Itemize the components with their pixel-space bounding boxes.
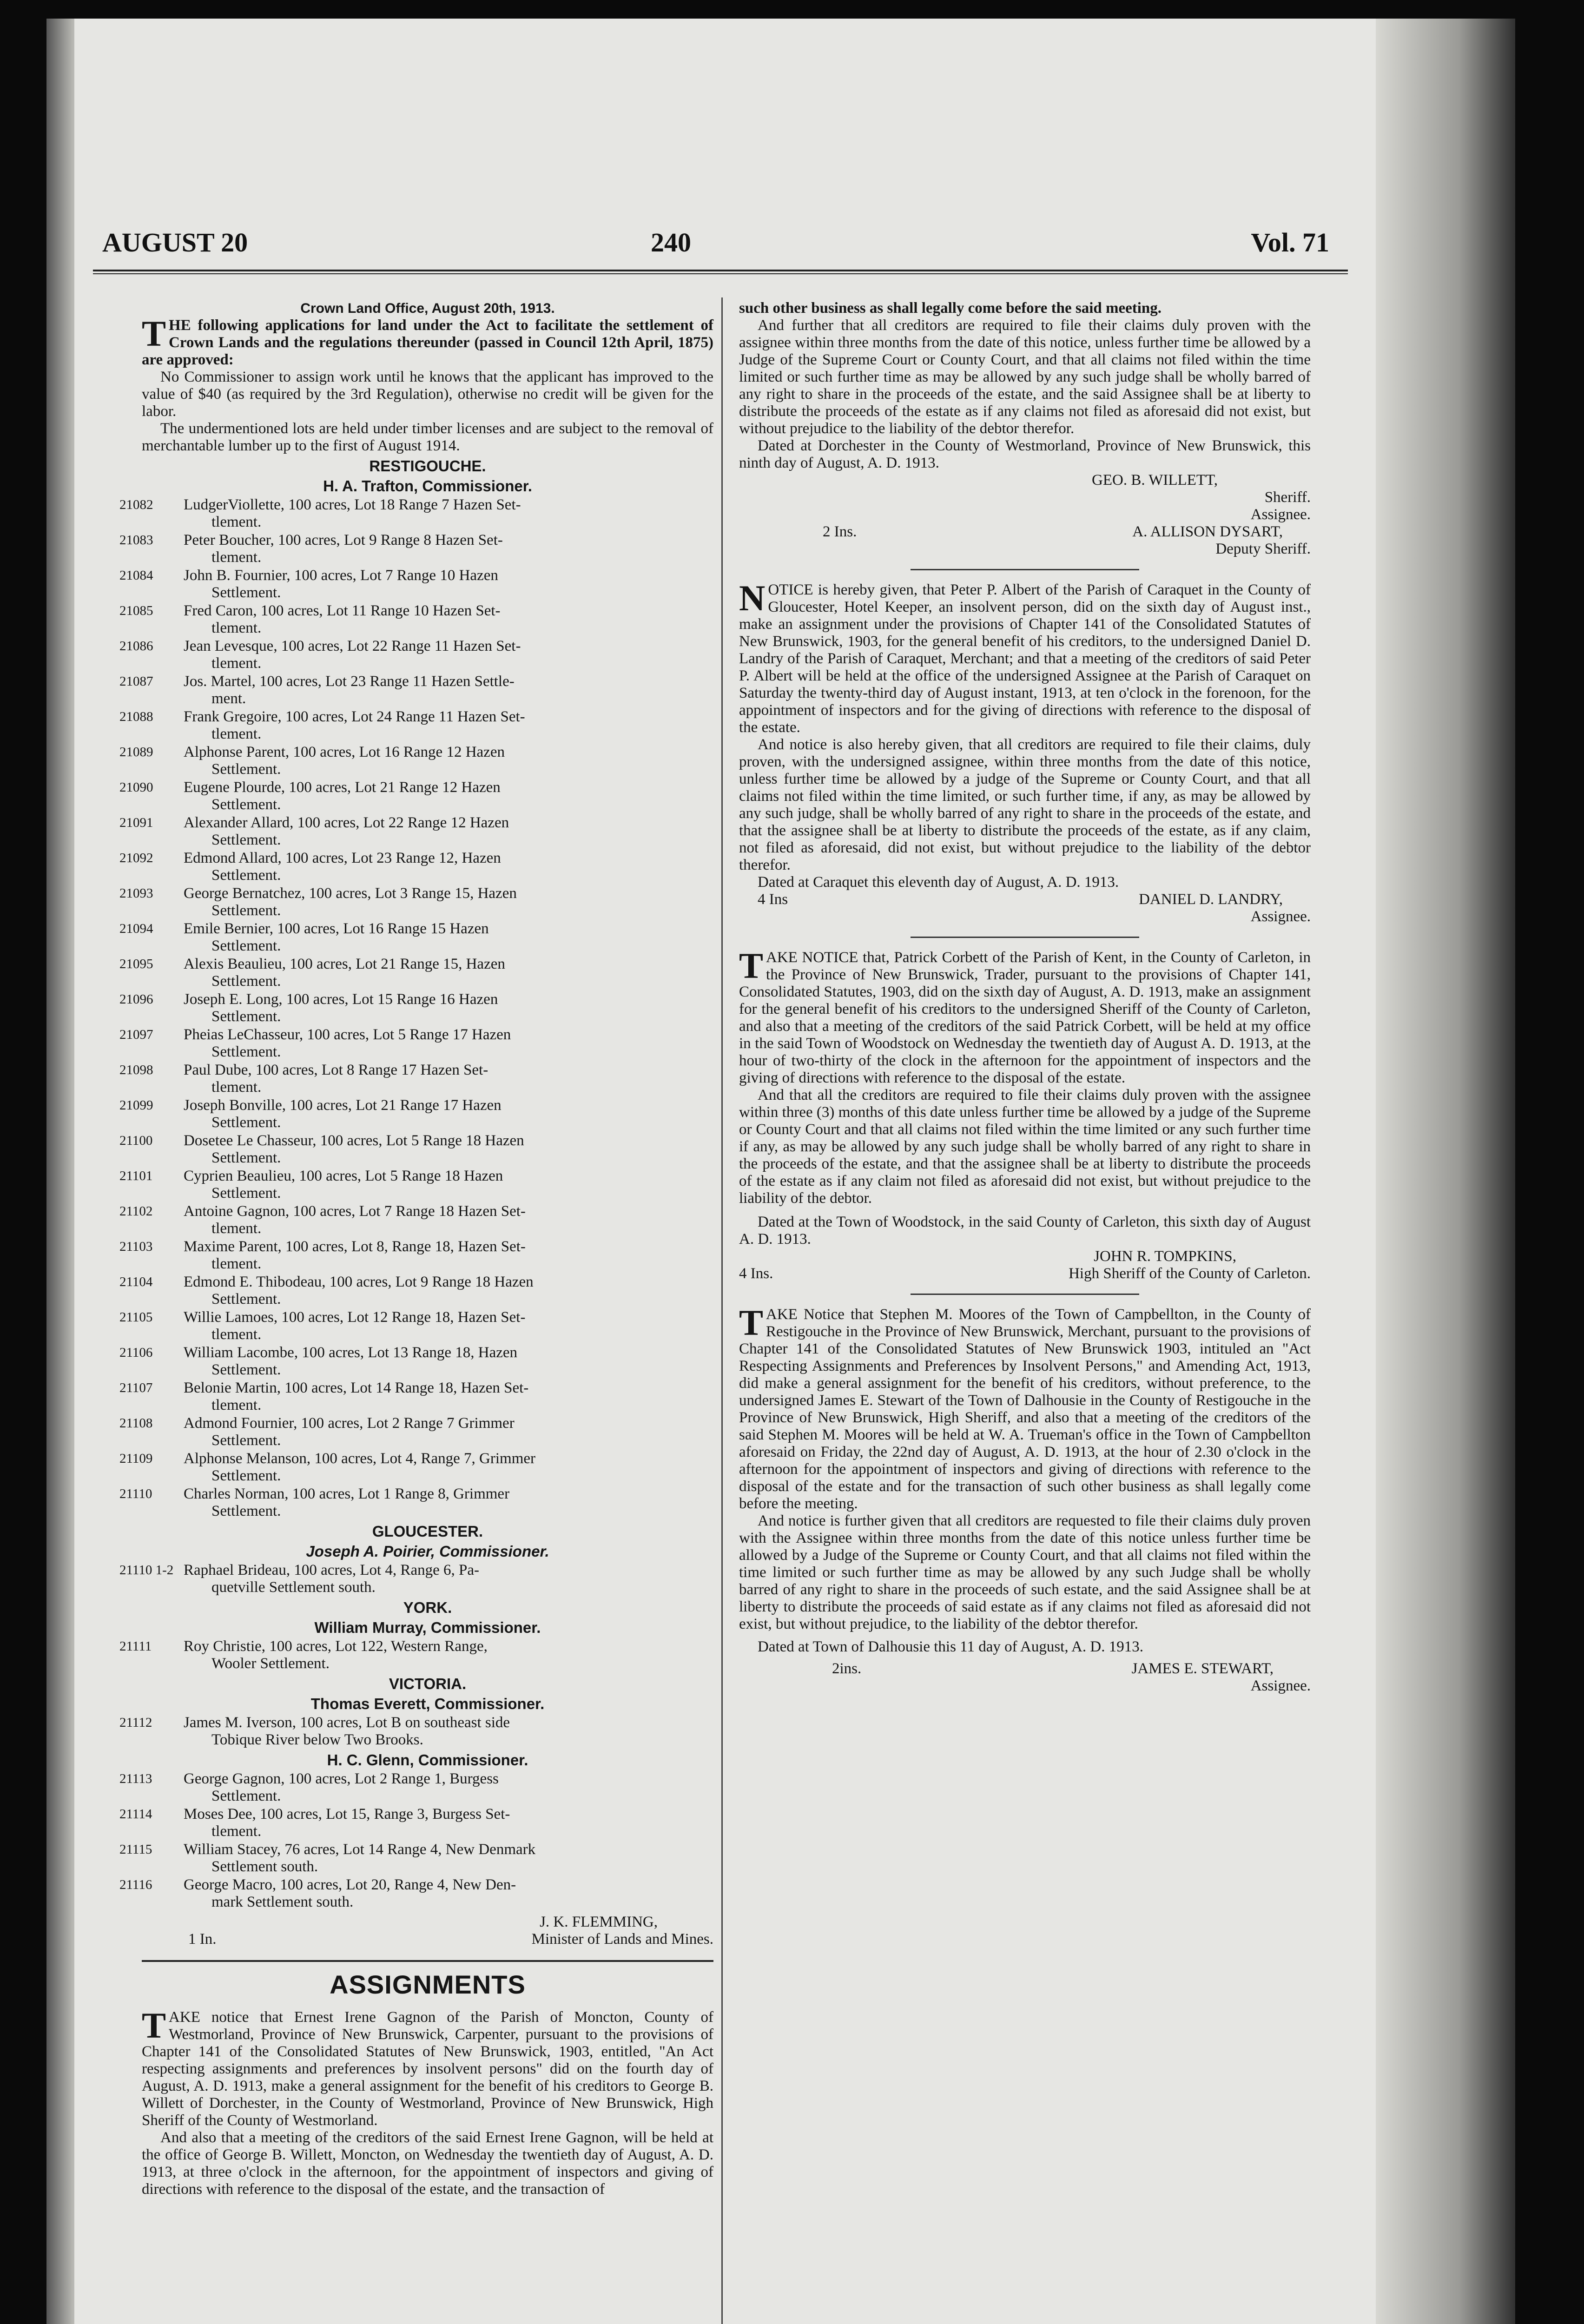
lot-number: 21108 [119, 1416, 153, 1431]
lot-entry [119, 956, 713, 990]
notice-corbett: TAKE NOTICE that, Patrick Corbett of the Parish of Kent, in the County of Carleton, in the Province of New Brunswick, Trader, pursuant to the provisions of Chapter 141, Consolidated Statutes, 1903, did on the sixth day of August, A. D. 1913, make an assignment for the general benefit of his creditors to the undersigned Sheriff of the County of Carleton, and also that a meeting of the creditors of the said Patrick Corbett, will be held at my office in the said Town of Woodstock on Wednesday the twentieth day of August A. D. 1913, at the hour of two-thirty of the clock in the afternoon for the appointment of inspectors and the giving of directions with reference to the disposal of the estate. [739, 945, 1311, 1086]
lot-description: Raphael Brideau, 100 acres, Lot 4, Range 6, Pa- [184, 1562, 479, 1578]
section-rule [142, 1960, 713, 1962]
commissioner-trafton: H. A. Trafton, Commissioner. [323, 477, 532, 495]
lot-description-continued: tlement. [211, 514, 262, 530]
lot-entry [119, 1486, 713, 1520]
lot-description: William Stacey, 76 acres, Lot 14 Range 4, New Denmark [184, 1841, 536, 1858]
assignment-gagnon-para2: And also that a meeting of the creditors of the said Ernest Irene Gagnon, will be held at the office of George B. Willett, Moncton, on Wednesday the twentieth day of August, A. D. 1913, at three o'clock in the afternoon, for the appointment of inspectors and giving of directions with reference to the disposal of the estate, and the transaction of [142, 2129, 713, 2198]
lot-description: LudgerViollette, 100 acres, Lot 18 Range 7 Hazen Set- [184, 496, 521, 513]
lot-description: James M. Iverson, 100 acres, Lot B on southeast side [184, 1714, 510, 1731]
page-gutter-shadow [46, 19, 74, 2324]
lot-description: John B. Fournier, 100 acres, Lot 7 Range 10 Hazen [184, 567, 498, 584]
county-gloucester: GLOUCESTER. [372, 1523, 483, 1540]
tompkins-title: High Sheriff of the County of Carleton. [1069, 1265, 1311, 1282]
notice-moores: TAKE Notice that Stephen M. Moores of the Town of Campbellton, in the County of Restigouche in the Province of New Brunswick, Merchant, pursuant to the provisions of Chapter 141 of the Consolidated Statutes of New Brunswick 1903, intituled an "Act Respecting Assignments and Preferences by Insolvent Persons," and Amending Act, 1913, did make a general assignment for the benefit of his creditors, without preference, to the undersigned James E. Stewart of the Town of Dalhousie in the County of Restigouche in the Province of New Brunswick, High Sheriff, and also that a meeting of the creditors of the said Stephen M. Moores will be held at W. A. Trueman's office in the Town of Campbellton aforesaid on Friday, the 22nd day of August, A. D. 1913, at the hour of 2.30 o'clock in the afternoon for the appointment of inspectors and giving of directions with reference to the disposal of the estate and for the transaction of such other business as shall legally come before the meeting. [739, 1302, 1311, 1512]
lot-number: 21098 [119, 1063, 153, 1077]
albert-insertions: 4 Ins [758, 891, 788, 908]
lot-description: George Gagnon, 100 acres, Lot 2 Range 1, Burgess [184, 1770, 499, 1787]
lot-number: 21085 [119, 603, 153, 618]
lot-number: 21096 [119, 992, 153, 1007]
lot-description-continued: tlement. [211, 549, 262, 566]
commissioner-glenn: H. C. Glenn, Commissioner. [327, 1751, 528, 1769]
lot-number: 21107 [119, 1380, 153, 1395]
lot-description-continued: Settlement. [211, 1008, 281, 1025]
landry-name: DANIEL D. LANDRY, [1139, 891, 1283, 908]
lot-entry [119, 1806, 713, 1840]
lot-description: Peter Boucher, 100 acres, Lot 9 Range 8 Hazen Set- [184, 532, 503, 548]
county-restigouche: RESTIGOUCHE. [369, 457, 486, 475]
lot-number: 21110 1-2 [119, 1563, 174, 1578]
lot-entry [119, 1097, 713, 1131]
lot-entry [119, 1450, 713, 1485]
lot-description: Maxime Parent, 100 acres, Lot 8, Range 18, Hazen Set- [184, 1238, 526, 1255]
lot-description-continued: tlement. [211, 1823, 262, 1840]
lot-entry [119, 1344, 713, 1379]
lot-description-continued: Settlement. [211, 832, 281, 848]
notice-separator [911, 569, 1139, 570]
moores-dropcap: T [739, 1302, 764, 1343]
lot-description-continued: tlement. [211, 1397, 262, 1413]
lot-list-york [119, 1638, 713, 1672]
corbett-dropcap: T [739, 945, 764, 986]
crown-insertions: 1 In. [188, 1931, 217, 1948]
lot-description: Cyprien Beaulieu, 100 acres, Lot 5 Range 18 Hazen [184, 1168, 503, 1184]
lot-entry [119, 920, 713, 955]
lot-number: 21082 [119, 497, 153, 512]
lot-entry [119, 1132, 713, 1167]
lot-description: Admond Fournier, 100 acres, Lot 2 Range 7 Grimmer [184, 1415, 515, 1432]
lot-description: Joseph Bonville, 100 acres, Lot 21 Range 17 Hazen [184, 1097, 502, 1114]
willett-name: GEO. B. WILLETT, [1092, 472, 1218, 489]
lot-entry [119, 779, 713, 813]
lot-description-continued: Settlement. [211, 1503, 281, 1519]
lot-description: Alexis Beaulieu, 100 acres, Lot 21 Range 15, Hazen [184, 956, 505, 972]
lot-description-continued: Settlement. [211, 1149, 281, 1166]
lot-description-continued: Settlement. [211, 938, 281, 954]
lot-entry [119, 1238, 713, 1273]
lot-description-continued: Settlement. [211, 796, 281, 813]
lot-description: Emile Bernier, 100 acres, Lot 16 Range 15 Hazen [184, 920, 489, 937]
willett-title-sheriff: Sheriff. [1264, 489, 1311, 506]
lot-description-continued: quetville Settlement south. [211, 1579, 376, 1596]
landry-title: Assignee. [1250, 908, 1311, 925]
lot-description: Dosetee Le Chasseur, 100 acres, Lot 5 Range 18 Hazen [184, 1132, 524, 1149]
lot-number: 21111 [119, 1639, 152, 1654]
lot-description-continued: tlement. [211, 1079, 262, 1096]
lot-number: 21083 [119, 533, 153, 548]
lot-description-continued: Settlement. [211, 1291, 281, 1307]
lot-entry [119, 1168, 713, 1202]
lot-description-continued: Settlement. [211, 867, 281, 884]
assignments-heading: ASSIGNMENTS [330, 1970, 526, 1999]
crown-intro: THE following applications for land under the Act to facilitate the settlement of Crown Lands and the regulations thereunder (passed in Council 12th April, 1875) are approved: [142, 313, 713, 368]
lot-description: Belonie Martin, 100 acres, Lot 14 Range 18, Hazen Set- [184, 1380, 529, 1396]
lot-list-glenn [119, 1770, 713, 1911]
lot-number: 21092 [119, 851, 153, 865]
lot-description-continued: Settlement. [211, 1361, 281, 1378]
lot-description: Alexander Allard, 100 acres, Lot 22 Range 12 Hazen [184, 814, 509, 831]
signer-name: J. K. FLEMMING, [540, 1914, 658, 1930]
lot-description-continued: tlement. [211, 655, 262, 672]
stewart-name: JAMES E. STEWART, [1131, 1660, 1274, 1677]
lot-list-victoria [119, 1714, 713, 1749]
moores-dated: Dated at Town of Dalhousie this 11 day of August, A. D. 1913. [758, 1638, 1143, 1655]
lot-entry [119, 1770, 713, 1805]
newspaper-page [46, 19, 1515, 2324]
lot-number: 21100 [119, 1133, 153, 1148]
lot-entry [119, 1062, 713, 1096]
lot-description: Roy Christie, 100 acres, Lot 122, Western Range, [184, 1638, 488, 1655]
lot-number: 21106 [119, 1345, 153, 1360]
lot-entry [119, 1638, 713, 1672]
lot-number: 21101 [119, 1169, 153, 1183]
assignment-gagnon: TAKE notice that Ernest Irene Gagnon of the Parish of Moncton, County of Westmorland, Province of New Brunswick, Carpenter, pursuant to the provisions of Chapter 141 of the Consolidated Statutes of New Brunswick, 1903, entitled, "An Act respecting assignments and preferences by insolvent persons" did on the fourth day of August, A. D. 1913, make a general assignment for the benefit of his creditors to George B. Willett of Dorchester, in the County of Westmorland, Province of New Brunswick, High Sheriff of the County of Westmorland. [142, 2005, 713, 2129]
lot-number: 21114 [119, 1807, 152, 1822]
lot-description-continued: ment. [211, 690, 246, 707]
crown-dropcap: T [142, 313, 166, 354]
lot-description: George Bernatchez, 100 acres, Lot 3 Range 15, Hazen [184, 885, 517, 902]
lot-entry [119, 1714, 713, 1749]
lot-description-continued: Settlement. [211, 1788, 281, 1804]
lot-number: 21089 [119, 745, 153, 759]
lot-description-continued: Settlement. [211, 1467, 281, 1484]
lot-number: 21099 [119, 1098, 153, 1113]
lot-number: 21104 [119, 1274, 153, 1289]
lot-description: Joseph E. Long, 100 acres, Lot 15 Range 16 Hazen [184, 991, 498, 1008]
lot-description-continued: Settlement south. [211, 1858, 318, 1875]
lot-description: Willie Lamoes, 100 acres, Lot 12 Range 18, Hazen Set- [184, 1309, 526, 1326]
commissioner-everett: Thomas Everett, Commissioner. [310, 1695, 545, 1712]
lot-description: Jean Levesque, 100 acres, Lot 22 Range 11 Hazen Set- [184, 638, 521, 654]
lot-entry [119, 1415, 713, 1449]
lot-number: 21103 [119, 1239, 153, 1254]
lot-description-continued: tlement. [211, 1220, 262, 1237]
dysart-name: A. ALLISON DYSART, [1132, 523, 1283, 540]
gagnon-continuation: such other business as shall legally come before the said meeting. [739, 300, 1162, 317]
lot-number: 21109 [119, 1451, 153, 1466]
lot-description: Frank Gregoire, 100 acres, Lot 24 Range 11 Hazen Set- [184, 708, 525, 725]
lot-description: Antoine Gagnon, 100 acres, Lot 7 Range 18 Hazen Set- [184, 1203, 526, 1220]
moores-para2: And notice is further given that all creditors are requested to file their claims duly proven with the Assignee within three months from the date of this notice unless further time be allowed by a Judge of the Supreme or County Court, and that all claims not filed within the time limited or such further time as may be allowed by any such Judge shall be wholly barred of any right to share in the proceeds of such estate, and the said Assignee shall be at liberty to distribute the proceeds of said estate as if any claims not filed as aforesaid did not exist, but without prejudice, to the liability of the debtor therefor. [739, 1512, 1311, 1632]
lot-description-continued: Tobique River below Two Brooks. [211, 1731, 423, 1748]
lot-list-gloucester [119, 1562, 713, 1596]
willett-title-assignee: Assignee. [1250, 506, 1311, 523]
lot-entry [119, 744, 713, 778]
corbett-insertions: 4 Ins. [739, 1265, 773, 1282]
right-column [739, 300, 1311, 1695]
lot-entry [119, 602, 713, 637]
notice-separator [911, 1294, 1139, 1295]
lot-description: Alphonse Parent, 100 acres, Lot 16 Range 12 Hazen [184, 744, 505, 760]
lot-number: 21090 [119, 780, 153, 795]
lot-number: 21088 [119, 709, 153, 724]
page-header [102, 227, 1329, 273]
lot-description: Fred Caron, 100 acres, Lot 11 Range 10 Hazen Set- [184, 602, 501, 619]
lot-description: Charles Norman, 100 acres, Lot 1 Range 8, Grimmer [184, 1486, 510, 1502]
column-divider [721, 297, 723, 2324]
lot-description: Pheias LeChasseur, 100 acres, Lot 5 Range 17 Hazen [184, 1026, 511, 1043]
lot-entry [119, 1203, 713, 1237]
lot-number: 21094 [119, 921, 153, 936]
lot-number: 21087 [119, 674, 153, 689]
lot-description-continued: mark Settlement south. [211, 1894, 354, 1910]
lot-entry [119, 1026, 713, 1061]
county-victoria: VICTORIA. [389, 1675, 467, 1692]
gagnon-dropcap: T [142, 2005, 166, 2046]
lot-description: Moses Dee, 100 acres, Lot 15, Range 3, Burgess Set- [184, 1806, 510, 1822]
stewart-title: Assignee. [1250, 1677, 1311, 1694]
commissioner-murray: William Murray, Commissioner. [314, 1619, 541, 1636]
lot-description-continued: Settlement. [211, 902, 281, 919]
lot-number: 21084 [119, 568, 153, 583]
lot-description: Alphonse Melanson, 100 acres, Lot 4, Range 7, Grimmer [184, 1450, 536, 1467]
gagnon-insertions: 2 Ins. [823, 523, 857, 540]
lot-entry [119, 814, 713, 849]
header-rule [93, 270, 1348, 271]
lot-description-continued: Settlement. [211, 973, 281, 990]
commissioner-poirier: Joseph A. Poirier, Commissioner. [306, 1543, 549, 1560]
lot-number: 21086 [119, 639, 153, 654]
lot-description: Paul Dube, 100 acres, Lot 8 Range 17 Hazen Set- [184, 1062, 488, 1078]
lot-description: Eugene Plourde, 100 acres, Lot 21 Range 12 Hazen [184, 779, 501, 796]
crown-dateline: Crown Land Office, August 20th, 1913. [300, 301, 555, 316]
albert-dated: Dated at Caraquet this eleventh day of August, A. D. 1913. [758, 874, 1119, 891]
corbett-dated: Dated at the Town of Woodstock, in the said County of Carleton, this sixth day of August A. D. 1913. [739, 1214, 1311, 1248]
lot-entry [119, 567, 713, 601]
lot-entry [119, 885, 713, 919]
lot-number: 21097 [119, 1027, 153, 1042]
signer-title: Minister of Lands and Mines. [531, 1931, 713, 1948]
notice-separator [911, 937, 1139, 938]
lot-description: Jos. Martel, 100 acres, Lot 23 Range 11 Hazen Settle- [184, 673, 515, 690]
lot-description: William Lacombe, 100 acres, Lot 13 Range 18, Hazen [184, 1344, 518, 1361]
county-york: YORK. [403, 1599, 452, 1616]
lot-description-continued: Settlement. [211, 1432, 281, 1449]
lot-description: George Macro, 100 acres, Lot 20, Range 4, New Den- [184, 1876, 516, 1893]
lot-number: 21095 [119, 957, 153, 971]
volume-number: Vol. 71 [1251, 227, 1329, 257]
lot-entry [119, 991, 713, 1025]
lot-entry [119, 638, 713, 672]
moores-insertions: 2ins. [832, 1660, 862, 1677]
lot-entry [119, 1562, 713, 1596]
crown-para2: No Commissioner to assign work until he knows that the applicant has improved to the value of $40 (as required by the 3rd Regulation), otherwise no credit will be given for the labor. [142, 369, 713, 420]
lot-number: 21093 [119, 886, 153, 901]
lot-description-continued: tlement. [211, 1326, 262, 1343]
lot-description-continued: Settlement. [211, 1185, 281, 1202]
lot-description: Edmond Allard, 100 acres, Lot 23 Range 12, Hazen [184, 850, 501, 866]
crown-para3: The undermentioned lots are held under timber licenses and are subject to the removal of merchantable lumber up to the first of August 1914. [142, 420, 713, 454]
lot-description-continued: Settlement. [211, 761, 281, 778]
lot-number: 21112 [119, 1715, 152, 1730]
tompkins-name: JOHN R. TOMPKINS, [1094, 1248, 1236, 1265]
dysart-title: Deputy Sheriff. [1215, 541, 1311, 557]
lot-entry [119, 1274, 713, 1308]
page-edge-shadow [1376, 19, 1515, 2324]
lot-number: 21105 [119, 1310, 153, 1325]
gagnon-para3: And further that all creditors are required to file their claims duly proven with the assignee within three months from the date of this notice, unless further time be allowed by a Judge of the Supreme Court or County Court, and that all claims not filed within the time limited or such further time as may be allowed by any such judge shall be wholly barred of any right to share in the proceeds of the estate, and the said Assignee shall be at liberty to distribute the proceeds of the estate as if any claims not filed as aforesaid did not exist, but without prejudice to the liability of the debtor therefor. [739, 317, 1311, 437]
lot-description-continued: Settlement. [211, 584, 281, 601]
lot-number: 21115 [119, 1842, 152, 1857]
lot-description-continued: Settlement. [211, 1043, 281, 1060]
albert-dropcap: N [739, 578, 766, 618]
lot-description-continued: tlement. [211, 726, 262, 742]
crown-signature [142, 1914, 713, 1948]
lot-entry [119, 673, 713, 707]
lot-number: 21116 [119, 1877, 152, 1892]
lot-number: 21102 [119, 1204, 153, 1219]
lot-list-restigouche [119, 496, 713, 1520]
page-number: 240 [651, 227, 691, 257]
lot-entry [119, 1876, 713, 1911]
lot-entry [119, 1380, 713, 1414]
lot-description-continued: tlement. [211, 1255, 262, 1272]
lot-entry [119, 496, 713, 531]
lot-number: 21091 [119, 815, 153, 830]
header-rule-thin [93, 273, 1348, 274]
corbett-para2: And that all the creditors are required to file their claims duly proven with the assignee within three (3) months of this date unless further time be allowed by a judge of the Supreme or County Court and that all claims not filed within the time limited or any such further time if any, as may be allowed by any such judge shall be wholly barred of any right to share in the proceeds of the estate, and that the assignee shall be at liberty to distribute the proceeds of the estate as if any claim not filed as aforesaid did not exist, but without prejudice to the liability of the debtor. [739, 1087, 1311, 1207]
notice-albert: NOTICE is hereby given, that Peter P. Albert of the Parish of Caraquet in the County of Gloucester, Hotel Keeper, an insolvent person, did on the sixth day of August inst., make an assignment under the provisions of Chapter 141 of the Consolidated Statutes of New Brunswick, 1903, for the general benefit of his creditors, to the undersigned Daniel D. Landry of the Parish of Caraquet, Merchant; and that a meeting of the creditors of said Peter P. Albert will be held at the office of the undersigned Assignee at the Parish of Caraquet on Saturday the twenty-third day of August instant, 1913, at ten o'clock in the forenoon, for the appointment of inspectors and for the giving of directions with reference to the disposal of the estate. [739, 578, 1311, 736]
lot-description-continued: tlement. [211, 620, 262, 636]
lot-entry [119, 850, 713, 884]
lot-entry [119, 1309, 713, 1343]
header-date: AUGUST 20 [102, 227, 248, 257]
lot-number: 21110 [119, 1486, 152, 1501]
lot-entry [119, 532, 713, 566]
lot-description-continued: Wooler Settlement. [211, 1655, 330, 1672]
gagnon-dated: Dated at Dorchester in the County of Westmorland, Province of New Brunswick, this ninth day of August, A. D. 1913. [739, 437, 1311, 471]
lot-number: 21113 [119, 1771, 152, 1786]
left-column [119, 300, 713, 2198]
lot-description-continued: Settlement. [211, 1114, 281, 1131]
lot-entry [119, 1841, 713, 1875]
lot-description: Edmond E. Thibodeau, 100 acres, Lot 9 Range 18 Hazen [184, 1274, 534, 1290]
albert-para2: And notice is also hereby given, that all creditors are required to file their claims, duly proven, with the undersigned assignee, within three months from the date of this notice, unless further time be allowed by a judge of the Supreme or County Court, and that all claims not filed within the time limited, or such further time, if any, as may be allowed by any such judge, shall be wholly barred of any right to share in the proceeds of the estate, and that the assignee shall be at liberty to distribute the proceeds of the estate, as if any claim, not filed as aforesaid, did not exist, but without prejudice to the liability of the debtor therefor. [739, 736, 1311, 873]
lot-entry [119, 708, 713, 743]
